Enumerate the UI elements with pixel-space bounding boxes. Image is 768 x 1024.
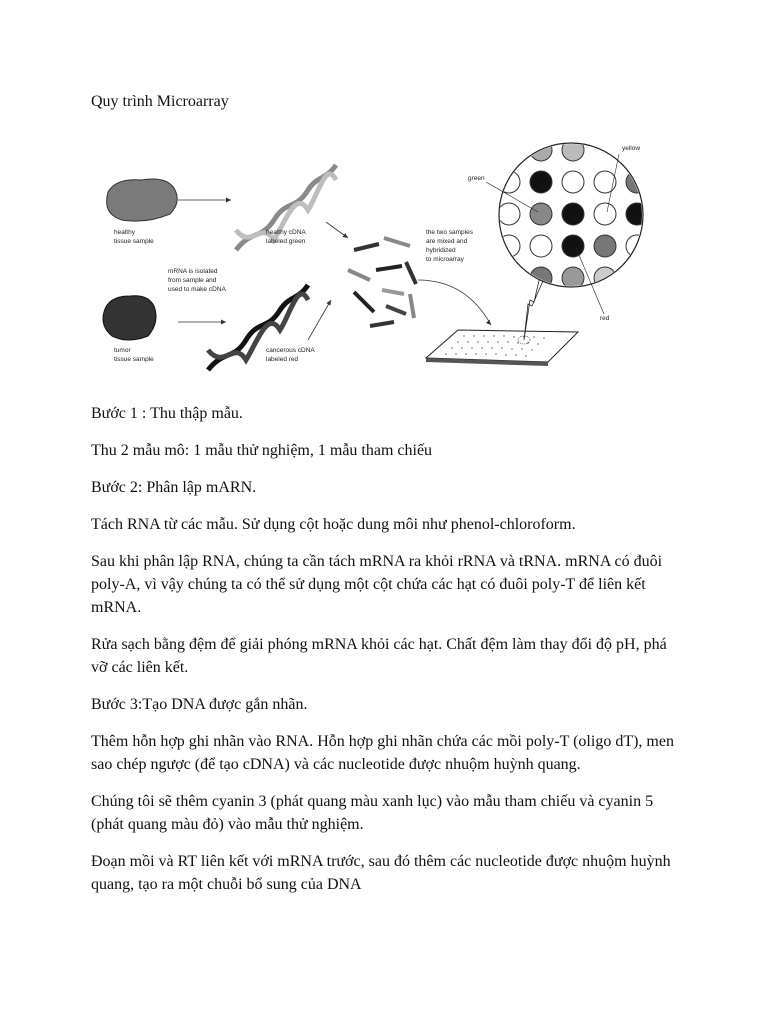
healthy-sample-label-1: healthy xyxy=(114,229,135,236)
label-red: red xyxy=(600,315,610,322)
tumor-tissue-icon xyxy=(103,296,156,340)
healthy-sample-label-2: tissue sample xyxy=(114,238,154,245)
mixed-note-3: hybridized xyxy=(426,247,456,254)
paragraph: Chúng tôi sẽ thêm cyanin 3 (phát quang màu xanh lục) vào mẫu tham chiếu và cyanin 5 (phát quang màu đỏ) vào mẫu thử nghiệm. xyxy=(91,793,654,833)
cancerous-cdna-label-2: labeled red xyxy=(266,356,299,363)
mrna-note-3: used to make cDNA xyxy=(168,286,226,293)
healthy-tissue-icon xyxy=(107,179,178,221)
magnified-array xyxy=(486,139,648,314)
microarray-diagram xyxy=(86,130,666,390)
tumor-sample-label-2: tissue sample xyxy=(114,356,154,363)
paragraph: Thêm hỗn hợp ghi nhãn vào RNA. Hỗn hợp ghi nhãn chứa các mồi poly-T (oligo dT), men sao chép ngược (để tạo cDNA) và các nucleotide được nhuộm huỳnh quang. xyxy=(91,733,674,773)
paragraph: Bước 2: Phân lập mARN. xyxy=(91,479,257,496)
paragraph: Đoạn mồi và RT liên kết với mRNA trước, sau đó thêm các nucleotide được nhuộm huỳnh quang, tạo ra một chuỗi bổ sung của DNA xyxy=(91,853,671,893)
paragraph: Sau khi phân lập RNA, chúng ta cần tách mRNA ra khỏi rRNA và tRNA. mRNA có đuôi poly-A, vì vậy chúng ta có thể sử dụng một cột chứa các hạt có đuôi poly-T để liên kết mRNA. xyxy=(91,553,663,616)
mixed-note-4: to microarray xyxy=(426,256,464,263)
label-green: green xyxy=(468,175,485,182)
tumor-sample-label-1: tumor xyxy=(114,347,131,354)
paragraph: Rửa sạch bằng đệm để giải phóng mRNA khỏi các hạt. Chất đệm làm thay đổi độ pH, phá vỡ các liên kết. xyxy=(91,636,667,676)
mixed-strands xyxy=(348,238,416,326)
mixed-note-1: the two samples xyxy=(426,229,473,236)
healthy-cdna-label-2: labeled green xyxy=(266,238,306,245)
healthy-cdna-label-1: healthy cDNA xyxy=(266,229,306,236)
paragraph: Tách RNA từ các mẫu. Sử dụng cột hoặc dung môi như phenol-chloroform. xyxy=(91,516,576,533)
microarray-figure xyxy=(86,130,666,390)
cancerous-cdna-label-1: cancerous cDNA xyxy=(266,347,315,354)
label-yellow: yellow xyxy=(622,145,641,152)
mrna-note-2: from sample and xyxy=(168,277,217,284)
paragraph: Thu 2 mẫu mô: 1 mẫu thử nghiệm, 1 mẫu tham chiếu xyxy=(91,442,433,459)
paragraph: Bước 3:Tạo DNA được gắn nhãn. xyxy=(91,696,308,713)
page-title: Quy trình Microarray xyxy=(91,93,229,110)
document-body xyxy=(91,402,681,910)
paragraph: Bước 1 : Thu thập mẫu. xyxy=(91,405,243,422)
mixed-note-2: are mixed and xyxy=(426,238,468,245)
microarray-slide xyxy=(426,330,578,366)
mrna-note-1: mRNA is isolated xyxy=(168,268,218,275)
